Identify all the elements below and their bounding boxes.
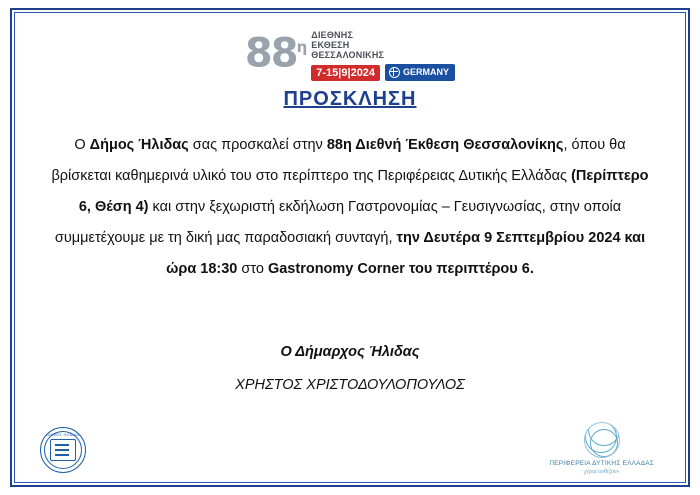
region-arcs-icon <box>584 422 620 458</box>
footer-right-logo <box>549 422 654 475</box>
honoured-country-label: GERMANY <box>403 67 450 77</box>
region-logo-label: ΠΕΡΙΦΕΡΕΙΑ ΔΥΤΙΚΗΣ ΕΛΛΑΔΑΣ <box>549 460 654 467</box>
tif-logo-line3: ΘΕΣΣΑΛΟΝΙΚΗΣ <box>311 50 385 60</box>
body-seg-4: 88η Διεθνή Έκθεση Θεσσαλονίκης <box>326 137 564 153</box>
invitation-body <box>48 130 652 285</box>
globe-icon <box>389 67 400 78</box>
header-logo-block <box>0 20 700 88</box>
body-seg-9: στο <box>237 261 268 277</box>
region-arc-3 <box>590 429 618 457</box>
body-seg-3: σας προσκαλεί στην <box>188 137 327 153</box>
region-logo-slogan: χέρια ανθίζουν <box>584 469 620 475</box>
exhibition-date-badge: 7-15|9|2024 <box>311 65 380 81</box>
body-seg-10: Gastronomy Corner του περιπτέρου 6. <box>267 261 534 277</box>
tif-logo-line1: ΔΙΕΘΝΗΣ <box>311 30 354 40</box>
municipality-seal-top-text: ΔΗΜΟΣ ΗΛΙΔΑΣ <box>46 432 80 437</box>
honoured-country-badge <box>385 64 455 81</box>
body-seg-1: Ο <box>74 137 90 153</box>
tif-logo-line2: ΕΚΘΕΣΗ <box>311 40 350 50</box>
footer-left-logo <box>40 427 86 473</box>
tif-logo-number <box>244 27 308 77</box>
tif-logo <box>245 27 455 81</box>
body-seg-8: την Δευτέρα 9 Σεπτεμβρίου 2024 και ώρα 18:30 <box>166 230 646 277</box>
body-seg-2: Δήμος Ήλιδας <box>89 137 189 153</box>
municipality-seal-emblem <box>50 439 76 461</box>
tif-logo-text-column <box>311 27 455 81</box>
signature-role: Ο Δήμαρχος Ήλιδας <box>280 344 420 360</box>
tif-logo-number-superscript: η <box>296 38 308 56</box>
tif-logo-badges <box>311 64 455 81</box>
municipality-seal-icon <box>40 427 86 473</box>
body-seg-7: και στην ξεχωριστή εκδήλωση Γαστρονομίας – Γευσιγνωσίας, στην οποία συμμετέχουμε με τη δική μας παραδοσιακή συνταγή, <box>54 199 622 246</box>
body-seg-5: , όπου θα βρίσκεται καθημερινά υλικό του στο περίπτερο της Περιφέρειας Δυτικής Ελλάδας <box>51 137 626 184</box>
tif-logo-number-text: 88 <box>244 30 297 77</box>
page-title: ΠΡΟΣΚΛΗΣΗ <box>283 88 417 110</box>
signature-name: ΧΡΗΣΤΟΣ ΧΡΙΣΤΟΔΟΥΛΟΠΟΥΛΟΣ <box>235 377 465 393</box>
body-seg-6: (Περίπτερο 6, Θέση 4) <box>78 168 649 215</box>
